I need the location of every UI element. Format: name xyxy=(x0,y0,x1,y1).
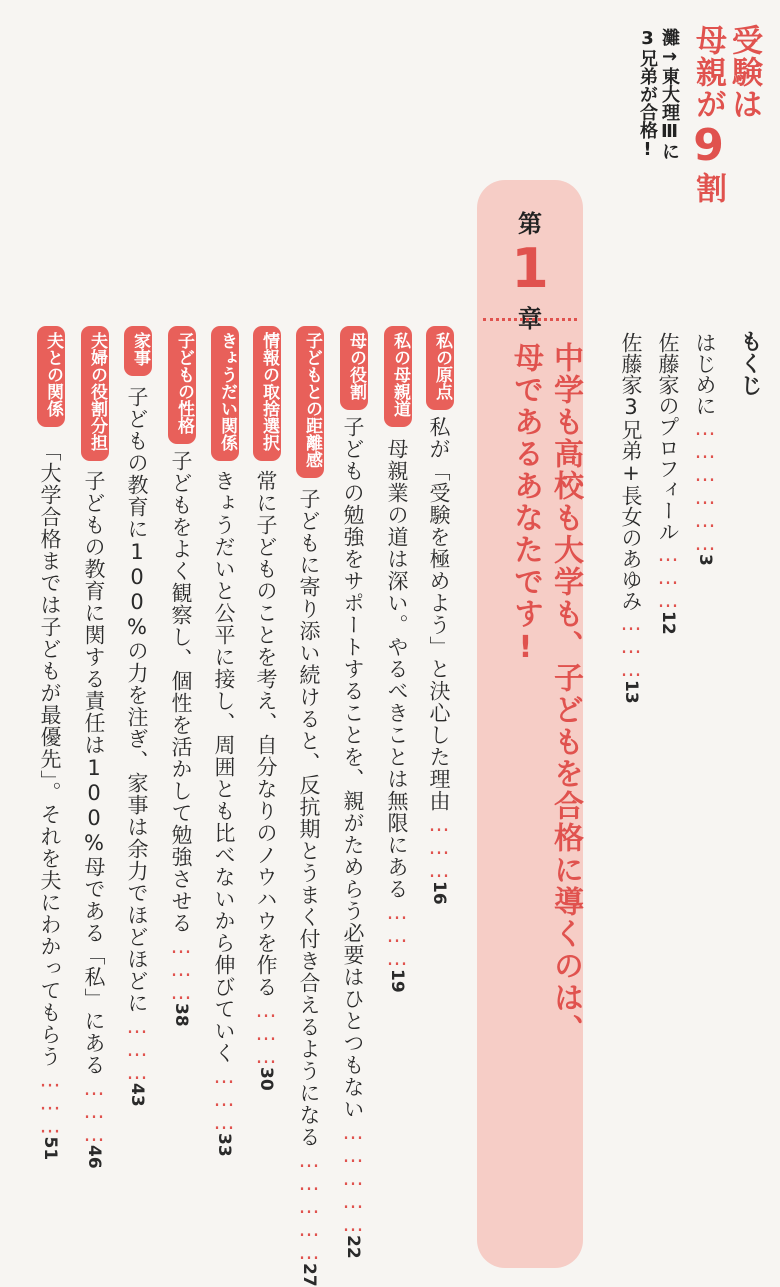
page-number: 3 xyxy=(695,554,715,566)
toc-entry-section-8[interactable] xyxy=(124,386,150,1107)
chapter-title-line2: 母であるあなたです! xyxy=(508,342,543,667)
toc-entry-title: 子どもに寄り添い続けると、反抗期とうまく付き合えるようになる xyxy=(297,488,321,1148)
book-title-line2 xyxy=(683,24,734,204)
book-subtitle-line2: 3兄弟が合格! xyxy=(637,28,658,160)
toc-entry-title: 佐藤家のプロフィール xyxy=(656,332,680,542)
toc-entry-section-9[interactable] xyxy=(81,470,107,1169)
toc-entry-title: 母親業の道は深い。やるべきことは無限にある xyxy=(385,438,409,900)
chapter-suffix: 章 xyxy=(518,305,542,333)
page-number: 27 xyxy=(299,1263,319,1287)
page-number: 43 xyxy=(127,1083,147,1107)
toc-entry-title: 子どもの勉強をサポートすることを、親がためらう必要はひとつもない xyxy=(341,416,365,1120)
toc-entry-hajimeni[interactable] xyxy=(693,332,717,566)
toc-entry-title: はじめに xyxy=(693,332,717,416)
toc-entry-title: 子どもの教育に100%の力を注ぎ、家事は余力でほどほどに xyxy=(125,386,149,1014)
book-subtitle xyxy=(636,28,680,160)
section-label: 子どもとの距離感 xyxy=(296,326,324,478)
page-number: 51 xyxy=(40,1136,60,1161)
toc-entry-section-1[interactable] xyxy=(426,416,452,905)
book-title-line1: 受験は xyxy=(726,24,762,120)
chapter-prefix: 第 xyxy=(518,210,542,238)
chapter-label xyxy=(477,204,583,334)
toc-entry-title: 子どもをよく観察し、個性を活かして勉強させる xyxy=(169,450,193,934)
toc-heading: もくじ xyxy=(737,330,762,396)
toc-entry-section-6[interactable] xyxy=(211,470,237,1157)
section-label: 情報の取捨選択 xyxy=(253,326,281,461)
toc-entry-title: 常に子どものことを考え、自分なりのノウハウを作る xyxy=(254,470,278,998)
toc-entry-section-2[interactable] xyxy=(384,438,410,993)
leader-dots: ……… xyxy=(656,542,680,611)
page-number: 19 xyxy=(387,969,407,993)
leader-dots: ……… xyxy=(212,1064,236,1133)
leader-dots: ……… xyxy=(169,934,193,1003)
leader-dots: ……… xyxy=(254,998,278,1067)
leader-dots: ……… xyxy=(125,1014,149,1083)
leader-dots: ……………… xyxy=(693,416,717,554)
page-number: 30 xyxy=(256,1067,276,1091)
toc-entry-profile[interactable] xyxy=(656,332,680,635)
toc-entry-title: 子どもの教育に関する責任は100%母である「私」にある xyxy=(82,470,106,1076)
section-label: 家事 xyxy=(124,326,152,376)
chapter-number: 1 xyxy=(511,237,549,300)
page-number: 33 xyxy=(214,1133,234,1157)
book-title xyxy=(683,24,762,204)
leader-dots: ……… xyxy=(385,900,409,969)
toc-entry-section-7[interactable] xyxy=(168,450,194,1027)
toc-entry-section-4[interactable] xyxy=(296,488,322,1287)
leader-dots: ……… xyxy=(38,1067,62,1137)
section-label: 夫との関係 xyxy=(37,326,65,427)
chapter-title xyxy=(505,342,585,1046)
toc-entry-history[interactable] xyxy=(619,332,643,704)
section-label: 私の母親道 xyxy=(384,326,412,427)
page-number: 46 xyxy=(84,1145,104,1169)
book-title-line2-a: 母親が xyxy=(690,24,726,120)
book-subtitle-line1: 灘→東大理Ⅲに xyxy=(659,28,680,160)
section-label: 母の役割 xyxy=(340,326,368,410)
book-title-line2-b: 割 xyxy=(690,172,726,204)
chapter-title-line1: 中学も高校も大学も、子どもを合格に導くのは、 xyxy=(548,342,583,1046)
page-number: 22 xyxy=(343,1235,363,1259)
section-label: 私の原点 xyxy=(426,326,454,410)
leader-dots: …………… xyxy=(297,1148,321,1263)
section-label: きょうだい関係 xyxy=(211,326,239,461)
section-label: 夫婦の役割分担 xyxy=(81,326,109,461)
page-number: 16 xyxy=(429,881,449,905)
toc-entry-title: 「大学合格までは子どもが最優先」。それを夫にわかってもらう xyxy=(38,440,62,1068)
section-label: 子どもの性格 xyxy=(168,326,196,444)
page-number: 38 xyxy=(171,1003,191,1027)
chapter-divider xyxy=(483,318,577,321)
leader-dots: ……… xyxy=(82,1076,106,1145)
page-number: 12 xyxy=(658,611,678,635)
book-title-number: 9 xyxy=(683,120,734,172)
toc-entry-title: きょうだいと公平に接し、周囲とも比べないから伸びていく xyxy=(212,470,236,1064)
toc-entry-title: 佐藤家3兄弟+長女のあゆみ xyxy=(619,332,643,611)
toc-entry-section-10[interactable] xyxy=(37,440,63,1160)
leader-dots: ……… xyxy=(427,812,451,881)
page-number: 13 xyxy=(621,680,641,704)
toc-entry-section-5[interactable] xyxy=(253,470,279,1091)
leader-dots: …………… xyxy=(341,1120,365,1235)
toc-entry-title: 私が「受験を極めよう」と決心した理由 xyxy=(427,416,451,812)
toc-entry-section-3[interactable] xyxy=(340,416,366,1259)
leader-dots: ……… xyxy=(619,611,643,680)
